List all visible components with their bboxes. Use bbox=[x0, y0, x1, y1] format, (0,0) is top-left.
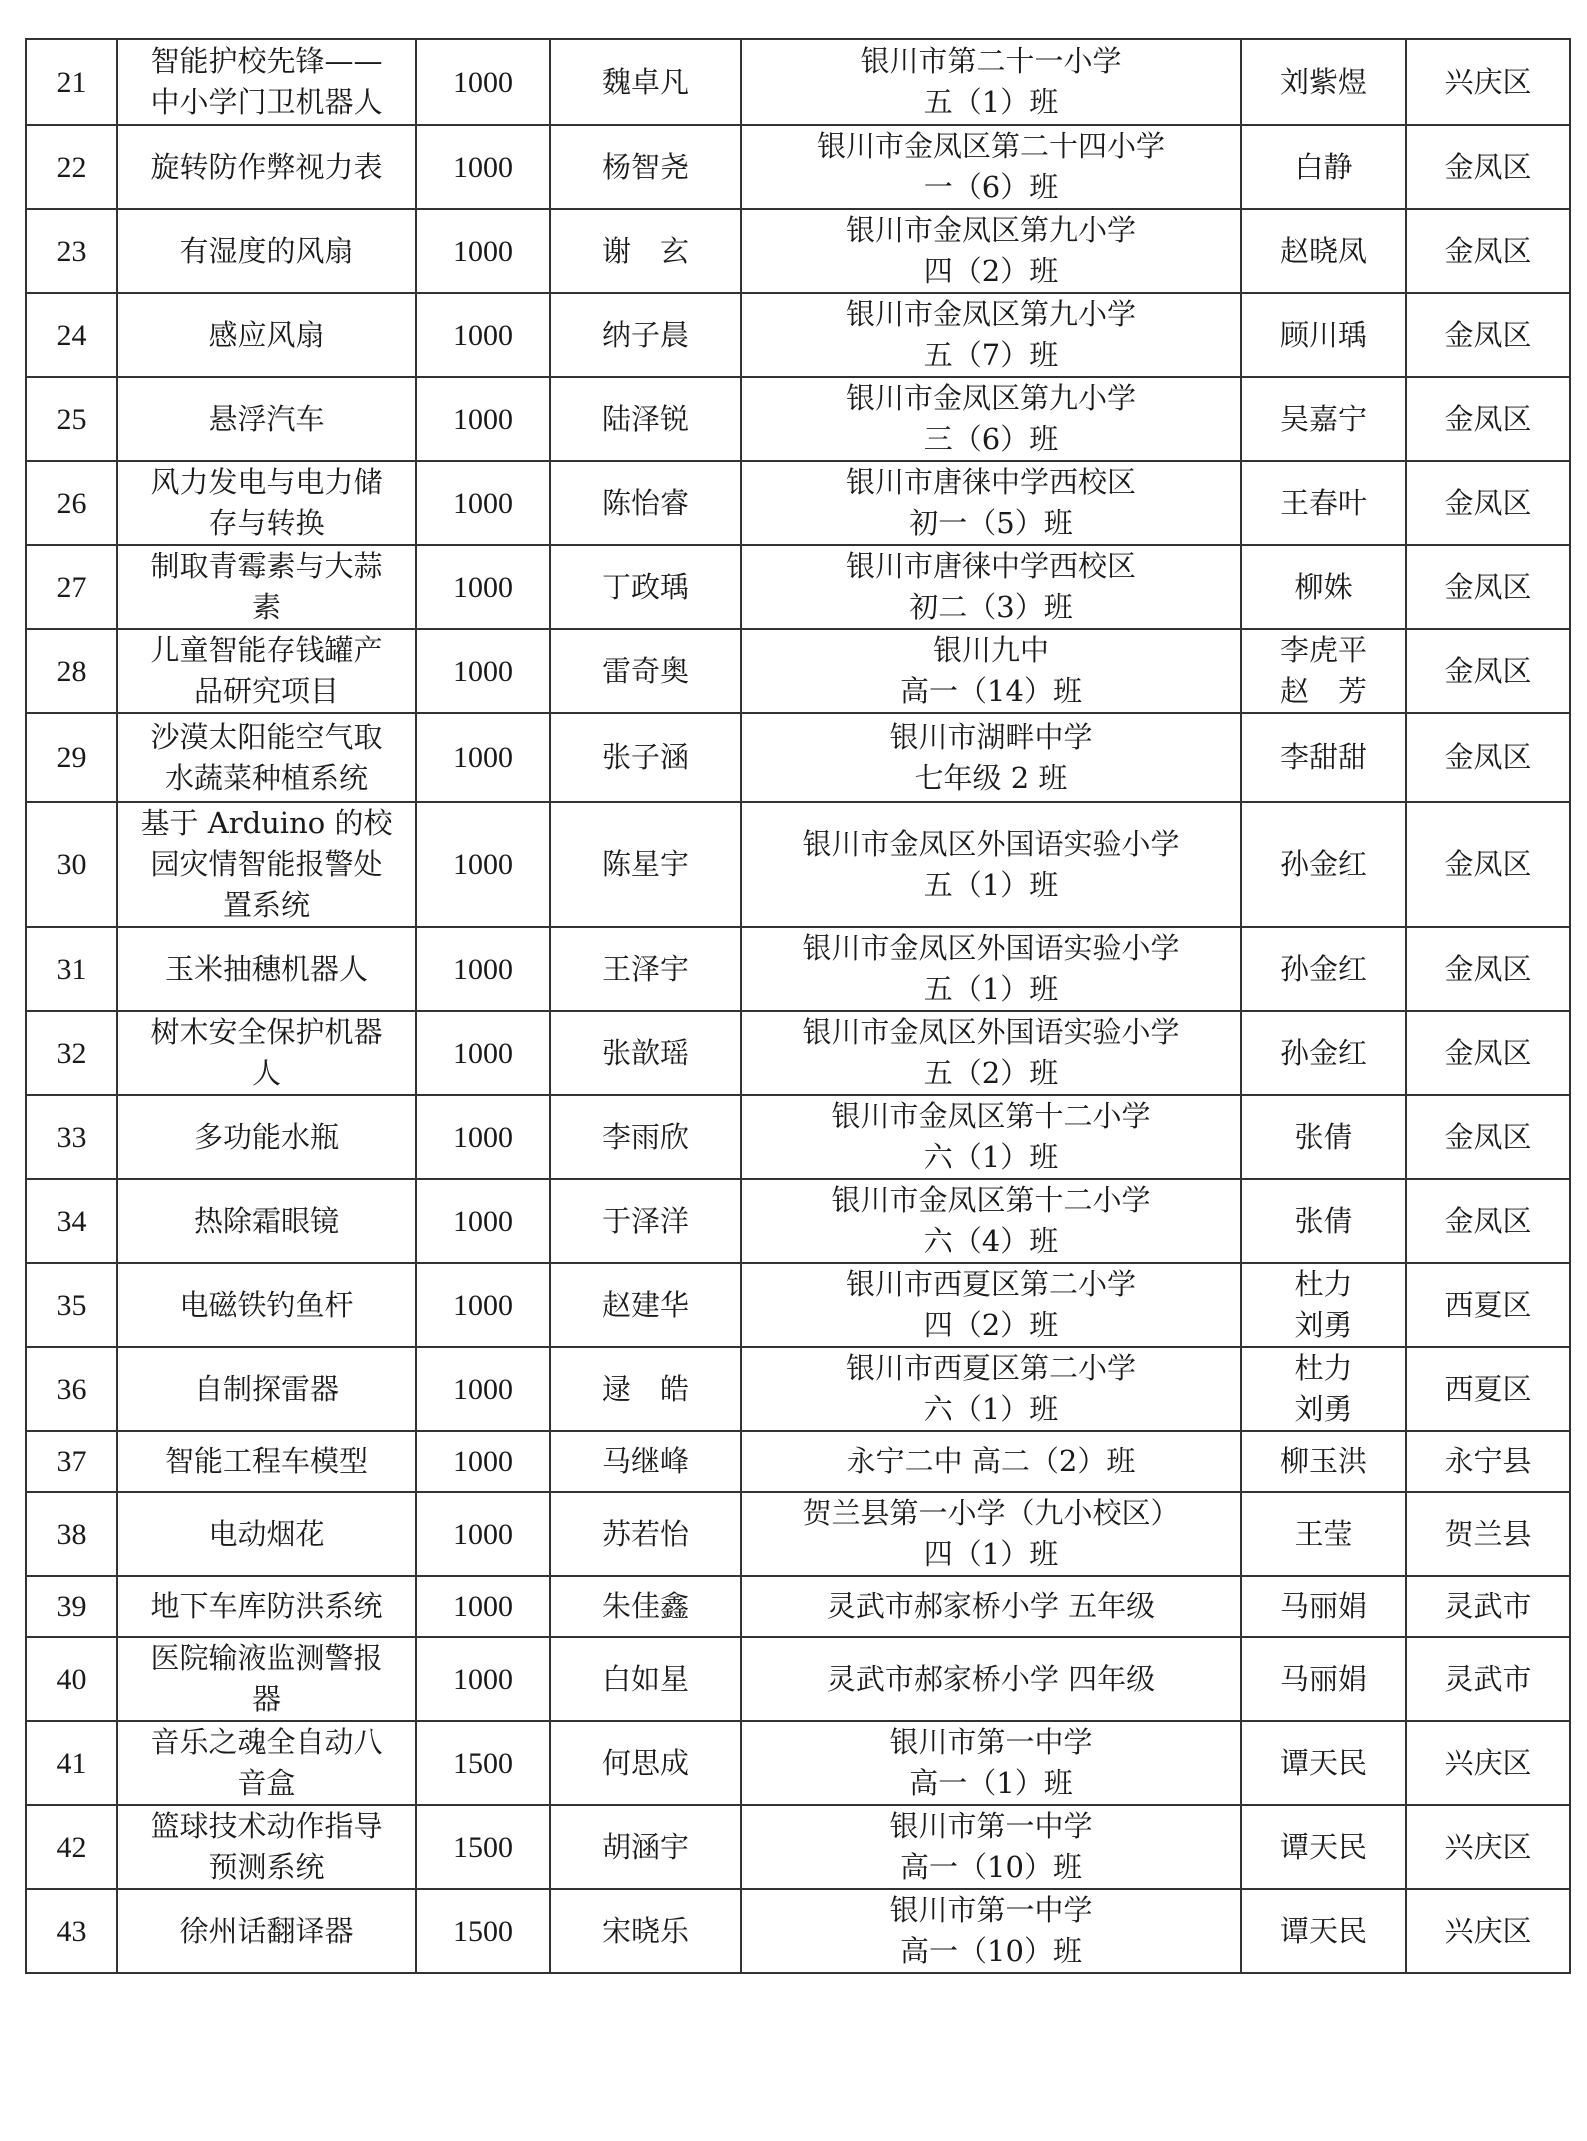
cell-school-line: 银川市第一中学 bbox=[889, 1893, 1093, 1927]
cell-school bbox=[741, 545, 1241, 629]
cell-teacher-line: 张倩 bbox=[1294, 1119, 1353, 1154]
cell-teacher-line: 孙金红 bbox=[1279, 1035, 1367, 1070]
cell-teacher-line: 白静 bbox=[1294, 149, 1353, 184]
cell-no: 40 bbox=[26, 1637, 117, 1721]
cell-no: 21 bbox=[26, 39, 117, 125]
cell-student: 李雨欣 bbox=[550, 1095, 741, 1179]
cell-teacher-line: 杜力 bbox=[1294, 1351, 1353, 1385]
cell-teacher bbox=[1241, 125, 1406, 209]
cell-teacher bbox=[1241, 713, 1406, 802]
cell-district: 永宁县 bbox=[1406, 1431, 1570, 1492]
cell-school bbox=[741, 1721, 1241, 1805]
cell-school bbox=[741, 1637, 1241, 1721]
cell-teacher bbox=[1241, 293, 1406, 377]
cell-project-line: 徐州话翻译器 bbox=[179, 1913, 354, 1948]
cell-teacher bbox=[1241, 1095, 1406, 1179]
cell-student: 魏卓凡 bbox=[550, 39, 741, 125]
cell-project bbox=[117, 125, 416, 209]
cell-teacher bbox=[1241, 39, 1406, 125]
award-table bbox=[25, 38, 1571, 1974]
cell-teacher-line: 李甜甜 bbox=[1279, 740, 1367, 774]
cell-amount: 1000 bbox=[416, 545, 550, 629]
cell-project bbox=[117, 545, 416, 629]
cell-no: 22 bbox=[26, 125, 117, 209]
cell-school-line: 六（1）班 bbox=[923, 1140, 1059, 1174]
cell-school bbox=[741, 461, 1241, 545]
cell-project-line: 电磁铁钓鱼杆 bbox=[179, 1287, 354, 1322]
cell-no: 34 bbox=[26, 1179, 117, 1263]
cell-project-line: 基于 Arduino 的校 bbox=[140, 806, 393, 840]
cell-district: 金凤区 bbox=[1406, 802, 1570, 927]
cell-project bbox=[117, 713, 416, 802]
cell-district: 金凤区 bbox=[1406, 545, 1570, 629]
table-row bbox=[26, 209, 1570, 293]
cell-teacher-line: 刘勇 bbox=[1294, 1308, 1353, 1342]
cell-project-line: 热除霜眼镜 bbox=[193, 1203, 339, 1238]
cell-amount: 1000 bbox=[416, 461, 550, 545]
cell-project-line: 预测系统 bbox=[208, 1850, 325, 1884]
cell-amount: 1000 bbox=[416, 39, 550, 125]
cell-school-line: 高一（14）班 bbox=[900, 674, 1082, 708]
cell-school-line: 银川市第一中学 bbox=[889, 1725, 1093, 1759]
cell-student: 纳子晨 bbox=[550, 293, 741, 377]
cell-school-line: 五（1）班 bbox=[923, 867, 1059, 902]
cell-project-line: 儿童智能存钱罐产 bbox=[150, 633, 383, 667]
cell-project-line: 人 bbox=[251, 1056, 281, 1090]
cell-amount: 1000 bbox=[416, 927, 550, 1011]
table-row bbox=[26, 293, 1570, 377]
cell-no: 43 bbox=[26, 1889, 117, 1973]
cell-amount: 1000 bbox=[416, 377, 550, 461]
cell-school-line: 五（1）班 bbox=[923, 85, 1059, 119]
cell-school-line: 银川市湖畔中学 bbox=[889, 719, 1093, 754]
cell-school-line: 银川市西夏区第二小学 bbox=[845, 1351, 1136, 1385]
cell-school-line: 五（2）班 bbox=[923, 1056, 1059, 1090]
cell-district: 金凤区 bbox=[1406, 713, 1570, 802]
cell-student: 陈星宇 bbox=[550, 802, 741, 927]
table-row bbox=[26, 39, 1570, 125]
cell-project-line: 玉米抽穗机器人 bbox=[164, 951, 368, 986]
cell-teacher-line: 孙金红 bbox=[1279, 951, 1367, 986]
cell-project-line: 篮球技术动作指导 bbox=[150, 1809, 383, 1843]
cell-school bbox=[741, 1576, 1241, 1637]
cell-teacher-line: 马丽娟 bbox=[1279, 1589, 1367, 1623]
cell-student: 杨智尧 bbox=[550, 125, 741, 209]
cell-teacher-line: 王莹 bbox=[1294, 1516, 1353, 1551]
cell-amount: 1500 bbox=[416, 1889, 550, 1973]
cell-district: 贺兰县 bbox=[1406, 1492, 1570, 1576]
cell-school-line: 四（2）班 bbox=[923, 1308, 1059, 1342]
cell-no: 29 bbox=[26, 713, 117, 802]
cell-no: 38 bbox=[26, 1492, 117, 1576]
cell-school-line: 银川市金凤区第九小学 bbox=[845, 381, 1136, 415]
cell-project-line: 音乐之魂全自动八 bbox=[150, 1725, 383, 1759]
cell-project bbox=[117, 461, 416, 545]
cell-amount: 1000 bbox=[416, 713, 550, 802]
cell-teacher-line: 柳姝 bbox=[1294, 569, 1353, 604]
cell-school-line: 银川市第二十一小学 bbox=[860, 44, 1122, 78]
cell-project-line: 电动烟花 bbox=[208, 1516, 325, 1551]
cell-student: 陆泽锐 bbox=[550, 377, 741, 461]
cell-student: 雷奇奥 bbox=[550, 629, 741, 713]
cell-amount: 1500 bbox=[416, 1805, 550, 1889]
cell-school-line: 银川市金凤区第九小学 bbox=[845, 297, 1136, 331]
cell-student: 苏若怡 bbox=[550, 1492, 741, 1576]
cell-school-line: 灵武市郝家桥小学 四年级 bbox=[826, 1661, 1156, 1696]
cell-project-line: 沙漠太阳能空气取 bbox=[150, 719, 383, 754]
cell-school-line: 一（6）班 bbox=[923, 170, 1059, 204]
cell-project-line: 园灾情智能报警处 bbox=[150, 847, 383, 881]
cell-school bbox=[741, 802, 1241, 927]
table-row bbox=[26, 1095, 1570, 1179]
table-row bbox=[26, 125, 1570, 209]
cell-no: 39 bbox=[26, 1576, 117, 1637]
cell-no: 35 bbox=[26, 1263, 117, 1347]
cell-amount: 1000 bbox=[416, 1431, 550, 1492]
cell-project-line: 有湿度的风扇 bbox=[179, 233, 354, 268]
cell-amount: 1000 bbox=[416, 1637, 550, 1721]
cell-no: 33 bbox=[26, 1095, 117, 1179]
cell-school bbox=[741, 1347, 1241, 1431]
table-body bbox=[26, 39, 1570, 1973]
cell-project-line: 医院输液监测警报 bbox=[150, 1641, 383, 1675]
cell-school-line: 银川市金凤区第十二小学 bbox=[831, 1183, 1151, 1217]
cell-no: 37 bbox=[26, 1431, 117, 1492]
cell-project-line: 悬浮汽车 bbox=[208, 401, 325, 436]
table-row bbox=[26, 1721, 1570, 1805]
cell-teacher-line: 谭天民 bbox=[1279, 1745, 1367, 1780]
cell-project-line: 智能护校先锋—— bbox=[150, 44, 383, 78]
cell-amount: 1000 bbox=[416, 629, 550, 713]
table-row bbox=[26, 1637, 1570, 1721]
cell-project bbox=[117, 1889, 416, 1973]
cell-district: 金凤区 bbox=[1406, 461, 1570, 545]
cell-teacher-line: 孙金红 bbox=[1279, 847, 1367, 881]
cell-student: 白如星 bbox=[550, 1637, 741, 1721]
cell-district: 金凤区 bbox=[1406, 1095, 1570, 1179]
cell-amount: 1000 bbox=[416, 1263, 550, 1347]
cell-school-line: 六（4）班 bbox=[923, 1224, 1059, 1258]
table-row bbox=[26, 1576, 1570, 1637]
cell-school-line: 银川市金凤区外国语实验小学 bbox=[802, 931, 1180, 965]
cell-project bbox=[117, 1011, 416, 1095]
cell-project-line: 器 bbox=[251, 1682, 281, 1716]
cell-project-line: 感应风扇 bbox=[208, 317, 325, 352]
cell-project-line: 水蔬菜种植系统 bbox=[164, 760, 368, 795]
cell-project-line: 音盒 bbox=[237, 1766, 296, 1800]
cell-student: 丁政瑀 bbox=[550, 545, 741, 629]
cell-no: 32 bbox=[26, 1011, 117, 1095]
cell-school bbox=[741, 1805, 1241, 1889]
cell-student: 王泽宇 bbox=[550, 927, 741, 1011]
cell-school-line: 四（2）班 bbox=[923, 254, 1059, 288]
cell-school-line: 银川市第一中学 bbox=[889, 1809, 1093, 1843]
cell-teacher-line: 顾川瑀 bbox=[1279, 317, 1367, 352]
cell-teacher bbox=[1241, 1011, 1406, 1095]
cell-school bbox=[741, 1263, 1241, 1347]
cell-amount: 1000 bbox=[416, 1011, 550, 1095]
cell-school bbox=[741, 209, 1241, 293]
cell-district: 西夏区 bbox=[1406, 1347, 1570, 1431]
cell-school-line: 银川市金凤区外国语实验小学 bbox=[802, 826, 1180, 861]
table-row bbox=[26, 377, 1570, 461]
cell-teacher-line: 李虎平 bbox=[1279, 633, 1367, 667]
cell-teacher bbox=[1241, 545, 1406, 629]
table-row bbox=[26, 1492, 1570, 1576]
cell-project-line: 置系统 bbox=[222, 888, 310, 922]
cell-project-line: 制取青霉素与大蒜 bbox=[150, 549, 383, 583]
cell-teacher bbox=[1241, 1431, 1406, 1492]
table-row bbox=[26, 713, 1570, 802]
cell-project bbox=[117, 1492, 416, 1576]
cell-project bbox=[117, 377, 416, 461]
cell-amount: 1000 bbox=[416, 1347, 550, 1431]
cell-project bbox=[117, 1637, 416, 1721]
cell-teacher-line: 王春叶 bbox=[1279, 485, 1367, 520]
cell-project bbox=[117, 1721, 416, 1805]
cell-teacher bbox=[1241, 1179, 1406, 1263]
cell-amount: 1000 bbox=[416, 293, 550, 377]
cell-district: 金凤区 bbox=[1406, 1011, 1570, 1095]
cell-school bbox=[741, 1431, 1241, 1492]
cell-teacher bbox=[1241, 1347, 1406, 1431]
cell-project-line: 地下车库防洪系统 bbox=[150, 1589, 383, 1623]
cell-teacher-line: 刘勇 bbox=[1294, 1392, 1353, 1426]
cell-school-line: 三（6）班 bbox=[923, 422, 1059, 456]
cell-amount: 1000 bbox=[416, 1179, 550, 1263]
cell-project bbox=[117, 1431, 416, 1492]
cell-project bbox=[117, 1805, 416, 1889]
cell-project-line: 存与转换 bbox=[208, 506, 325, 540]
table-row bbox=[26, 927, 1570, 1011]
cell-teacher bbox=[1241, 927, 1406, 1011]
cell-school bbox=[741, 377, 1241, 461]
cell-district: 金凤区 bbox=[1406, 927, 1570, 1011]
cell-project-line: 树木安全保护机器 bbox=[150, 1015, 383, 1049]
cell-project-line: 中小学门卫机器人 bbox=[150, 85, 383, 119]
cell-school-line: 七年级 2 班 bbox=[914, 760, 1068, 795]
cell-teacher bbox=[1241, 1637, 1406, 1721]
cell-amount: 1000 bbox=[416, 802, 550, 927]
cell-school-line: 初二（3）班 bbox=[909, 590, 1073, 624]
cell-teacher bbox=[1241, 377, 1406, 461]
cell-school bbox=[741, 713, 1241, 802]
cell-district: 金凤区 bbox=[1406, 209, 1570, 293]
cell-teacher bbox=[1241, 629, 1406, 713]
table-row bbox=[26, 1805, 1570, 1889]
cell-no: 36 bbox=[26, 1347, 117, 1431]
table-row bbox=[26, 1263, 1570, 1347]
cell-teacher bbox=[1241, 209, 1406, 293]
cell-school-line: 银川市金凤区第十二小学 bbox=[831, 1099, 1151, 1133]
table-row bbox=[26, 629, 1570, 713]
cell-teacher-line: 谭天民 bbox=[1279, 1913, 1367, 1948]
cell-project bbox=[117, 1179, 416, 1263]
cell-teacher bbox=[1241, 1263, 1406, 1347]
cell-school-line: 高一（10）班 bbox=[900, 1934, 1082, 1968]
table-row bbox=[26, 1347, 1570, 1431]
table-row bbox=[26, 545, 1570, 629]
cell-project bbox=[117, 293, 416, 377]
cell-no: 30 bbox=[26, 802, 117, 927]
cell-teacher-line: 张倩 bbox=[1294, 1203, 1353, 1238]
cell-project-line: 素 bbox=[251, 590, 281, 624]
cell-project bbox=[117, 802, 416, 927]
cell-no: 31 bbox=[26, 927, 117, 1011]
cell-school bbox=[741, 293, 1241, 377]
cell-teacher-line: 马丽娟 bbox=[1279, 1661, 1367, 1696]
cell-project bbox=[117, 1347, 416, 1431]
cell-teacher bbox=[1241, 1721, 1406, 1805]
cell-student: 于泽洋 bbox=[550, 1179, 741, 1263]
cell-student: 张子涵 bbox=[550, 713, 741, 802]
cell-amount: 1000 bbox=[416, 1576, 550, 1637]
cell-school bbox=[741, 1179, 1241, 1263]
cell-teacher-line: 柳玉洪 bbox=[1279, 1444, 1367, 1478]
cell-student: 宋晓乐 bbox=[550, 1889, 741, 1973]
cell-school-line: 五（1）班 bbox=[923, 972, 1059, 1006]
cell-teacher-line: 刘紫煜 bbox=[1279, 64, 1367, 99]
cell-project bbox=[117, 1263, 416, 1347]
cell-school-line: 贺兰县第一小学（九小校区） bbox=[802, 1496, 1180, 1530]
cell-district: 兴庆区 bbox=[1406, 1721, 1570, 1805]
cell-school bbox=[741, 1095, 1241, 1179]
cell-district: 金凤区 bbox=[1406, 1179, 1570, 1263]
cell-school-line: 高一（10）班 bbox=[900, 1850, 1082, 1884]
cell-school-line: 高一（1）班 bbox=[909, 1766, 1073, 1800]
cell-teacher-line: 赵 芳 bbox=[1279, 674, 1367, 708]
cell-project-line: 智能工程车模型 bbox=[164, 1444, 368, 1478]
table-row bbox=[26, 1431, 1570, 1492]
cell-district: 兴庆区 bbox=[1406, 1889, 1570, 1973]
cell-project bbox=[117, 1576, 416, 1637]
cell-district: 灵武市 bbox=[1406, 1637, 1570, 1721]
cell-district: 灵武市 bbox=[1406, 1576, 1570, 1637]
cell-project bbox=[117, 209, 416, 293]
cell-no: 28 bbox=[26, 629, 117, 713]
cell-teacher bbox=[1241, 1889, 1406, 1973]
cell-teacher bbox=[1241, 1576, 1406, 1637]
cell-school-line: 银川九中 bbox=[932, 633, 1049, 667]
cell-amount: 1000 bbox=[416, 209, 550, 293]
cell-school bbox=[741, 927, 1241, 1011]
cell-district: 金凤区 bbox=[1406, 293, 1570, 377]
cell-school-line: 永宁二中 高二（2）班 bbox=[846, 1444, 1136, 1478]
cell-teacher bbox=[1241, 461, 1406, 545]
cell-school-line: 银川市金凤区第二十四小学 bbox=[816, 129, 1165, 163]
cell-teacher-line: 赵晓凤 bbox=[1279, 233, 1367, 268]
cell-project-line: 多功能水瓶 bbox=[193, 1119, 339, 1154]
table-row bbox=[26, 461, 1570, 545]
cell-district: 金凤区 bbox=[1406, 377, 1570, 461]
cell-school-line: 银川市唐徕中学西校区 bbox=[845, 465, 1136, 499]
cell-student: 朱佳鑫 bbox=[550, 1576, 741, 1637]
cell-project bbox=[117, 927, 416, 1011]
cell-project bbox=[117, 39, 416, 125]
cell-school-line: 银川市金凤区第九小学 bbox=[845, 213, 1136, 247]
cell-school-line: 初一（5）班 bbox=[909, 506, 1073, 540]
cell-school bbox=[741, 629, 1241, 713]
cell-school-line: 银川市唐徕中学西校区 bbox=[845, 549, 1136, 583]
cell-student: 陈怡睿 bbox=[550, 461, 741, 545]
cell-school bbox=[741, 125, 1241, 209]
cell-student: 马继峰 bbox=[550, 1431, 741, 1492]
cell-school-line: 灵武市郝家桥小学 五年级 bbox=[826, 1589, 1156, 1623]
cell-project-line: 风力发电与电力储 bbox=[150, 465, 383, 499]
cell-project-line: 品研究项目 bbox=[193, 674, 339, 708]
cell-no: 24 bbox=[26, 293, 117, 377]
cell-amount: 1000 bbox=[416, 125, 550, 209]
cell-project bbox=[117, 1095, 416, 1179]
cell-no: 23 bbox=[26, 209, 117, 293]
cell-no: 42 bbox=[26, 1805, 117, 1889]
cell-project-line: 自制探雷器 bbox=[193, 1371, 339, 1406]
cell-school bbox=[741, 1492, 1241, 1576]
cell-student: 逯 皓 bbox=[550, 1347, 741, 1431]
cell-district: 西夏区 bbox=[1406, 1263, 1570, 1347]
cell-school-line: 银川市西夏区第二小学 bbox=[845, 1267, 1136, 1301]
cell-no: 25 bbox=[26, 377, 117, 461]
cell-teacher-line: 杜力 bbox=[1294, 1267, 1353, 1301]
cell-school-line: 银川市金凤区外国语实验小学 bbox=[802, 1015, 1180, 1049]
table-row bbox=[26, 1889, 1570, 1973]
cell-school bbox=[741, 39, 1241, 125]
cell-teacher bbox=[1241, 1805, 1406, 1889]
cell-no: 41 bbox=[26, 1721, 117, 1805]
cell-no: 26 bbox=[26, 461, 117, 545]
cell-student: 赵建华 bbox=[550, 1263, 741, 1347]
cell-school-line: 六（1）班 bbox=[923, 1392, 1059, 1426]
cell-district: 兴庆区 bbox=[1406, 39, 1570, 125]
cell-student: 张歆瑶 bbox=[550, 1011, 741, 1095]
cell-teacher-line: 吴嘉宁 bbox=[1279, 401, 1367, 436]
cell-student: 何思成 bbox=[550, 1721, 741, 1805]
cell-district: 金凤区 bbox=[1406, 125, 1570, 209]
cell-teacher bbox=[1241, 1492, 1406, 1576]
cell-teacher-line: 谭天民 bbox=[1279, 1829, 1367, 1864]
cell-student: 谢 玄 bbox=[550, 209, 741, 293]
cell-amount: 1000 bbox=[416, 1095, 550, 1179]
cell-school bbox=[741, 1889, 1241, 1973]
cell-no: 27 bbox=[26, 545, 117, 629]
cell-district: 金凤区 bbox=[1406, 629, 1570, 713]
cell-teacher bbox=[1241, 802, 1406, 927]
cell-student: 胡涵宇 bbox=[550, 1805, 741, 1889]
cell-school bbox=[741, 1011, 1241, 1095]
table-row bbox=[26, 1011, 1570, 1095]
cell-district: 兴庆区 bbox=[1406, 1805, 1570, 1889]
cell-amount: 1000 bbox=[416, 1492, 550, 1576]
cell-project bbox=[117, 629, 416, 713]
cell-amount: 1500 bbox=[416, 1721, 550, 1805]
cell-project-line: 旋转防作弊视力表 bbox=[150, 149, 383, 184]
cell-school-line: 四（1）班 bbox=[923, 1537, 1059, 1571]
cell-school-line: 五（7）班 bbox=[923, 338, 1059, 372]
table-row bbox=[26, 1179, 1570, 1263]
table-row bbox=[26, 802, 1570, 927]
